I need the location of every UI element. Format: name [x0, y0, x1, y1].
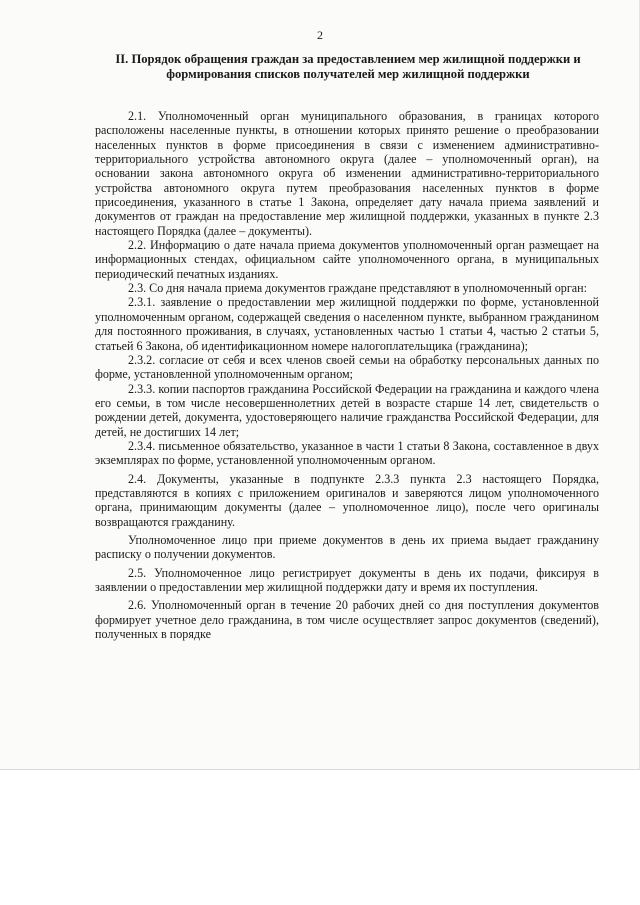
paragraph-2-1: 2.1. Уполномоченный орган муниципального образования, в границах которого расположены населенные пункты, в отношении которых принято решение о преобразовании населенных пунктов в форме присоединения в связи с изменением административно-территориального устройства автономного округа (далее – уполномоченный орган), на основании закона автономного округа об изменении административно-территориального устройства автономного округа путем преобразования населенных пунктов в форме присоединения, указанного в статье 1 Закона, определяет дату начала приема заявлений и документов от граждан на предоставление мер жилищной поддержки, указанных в пункте 2.3 настоящего Порядка (далее – документы).	[95, 109, 599, 238]
section-title: II. Порядок обращения граждан за предоставлением мер жилищной поддержки и формирования списков получателей мер жилищной поддержки	[115, 52, 581, 81]
paragraph-2-3-2: 2.3.2. согласие от себя и всех членов своей семьи на обработку персональных данных по форме, установленной уполномоченным органом;	[95, 352, 599, 382]
paragraph-2-5: 2.5. Уполномоченное лицо регистрирует документы в день их подачи, фиксируя в заявлении о предоставлении мер жилищной поддержки дату и время их поступления.	[95, 565, 599, 594]
paragraph-2-6: 2.6. Уполномоченный орган в течение 20 рабочих дней со дня поступления документов формирует учетное дело гражданина, в том числе осуществляет запрос документов (сведений), полученных в порядке	[95, 598, 599, 642]
paragraph-2-3: 2.3. Со дня начала приема документов граждане представляют в уполномоченный орган:	[128, 281, 587, 296]
page-number: 2	[317, 28, 323, 42]
paragraph-receipt: Уполномоченное лицо при приеме документов в день их приема выдает гражданину расписку о получении документов.	[95, 532, 599, 562]
paragraph-2-3-1: 2.3.1. заявление о предоставлении мер жилищной поддержки по форме, установленной уполномоченным органом, содержащей сведения о населенном пункте, выбранном гражданином для постоянного проживания, в случаях, установленных частью 1 статьи 4, частью 2 статьи 5, статьей 6 Закона, об идентификационном номере налогоплательщика (гражданина);	[95, 295, 599, 353]
document-body	[95, 109, 599, 641]
paragraph-2-3-4: 2.3.4. письменное обязательство, указанное в части 1 статьи 8 Закона, составленное в двух экземплярах по форме, установленной уполномоченным органом.	[95, 438, 599, 468]
paragraph-2-4: 2.4. Документы, указанные в подпункте 2.3.3 пункта 2.3 настоящего Порядка, представляются в копиях с приложением оригиналов и заверяются лицом уполномоченного органа, принимающим документы (далее – уполномоченное лицо), после чего оригиналы возвращаются гражданину.	[95, 471, 599, 529]
paragraph-2-3-3: 2.3.3. копии паспортов гражданина Российской Федерации на гражданина и каждого члена его семьи, в том числе несовершеннолетних детей в возрасте старше 14 лет, свидетельств о рождении детей, документа, удостоверяющего наличие гражданства Российской Федерации, для детей, не достигших 14 лет;	[95, 381, 599, 439]
paragraph-2-2: 2.2. Информацию о дате начала приема документов уполномоченный орган размещает на информационных стендах, официальном сайте уполномоченного органа, в муниципальных периодический печатных изданиях.	[95, 238, 599, 281]
